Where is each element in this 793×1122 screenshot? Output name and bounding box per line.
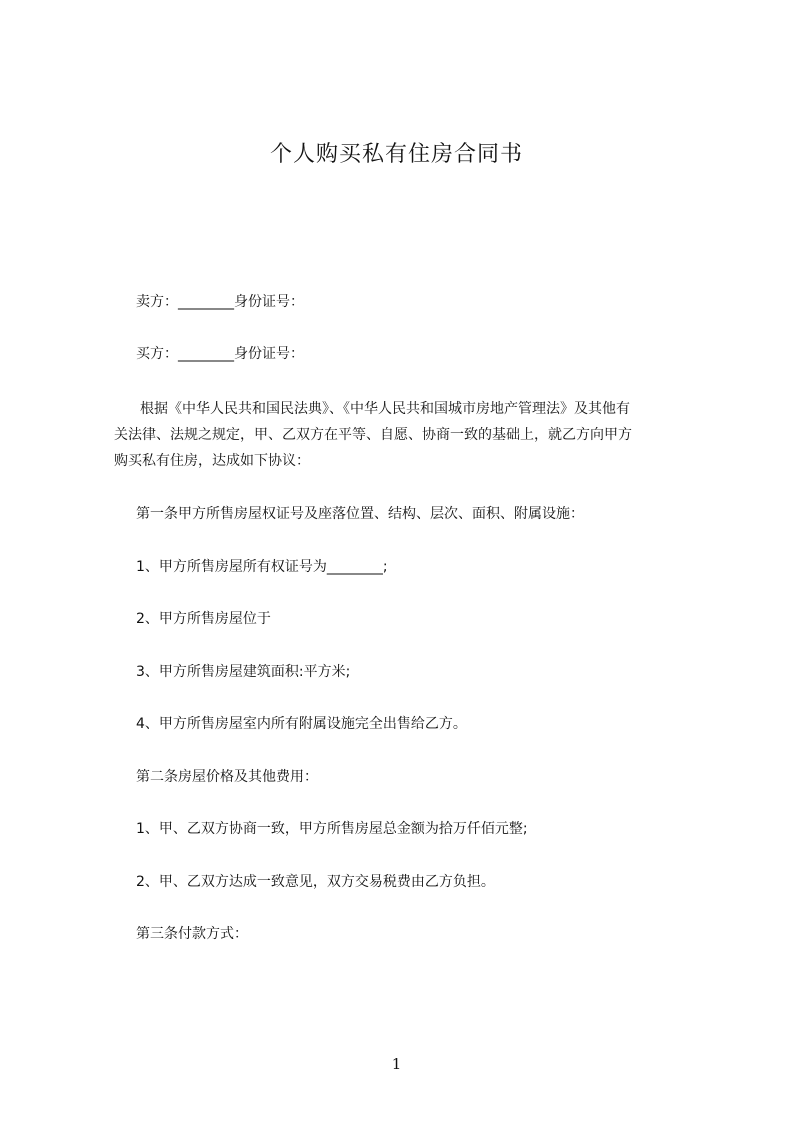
article-3-heading: 第三条付款方式： [136, 926, 248, 942]
article-2-item: 2、甲、乙双方达成一致意见，双方交易税费由乙方负担。 [136, 874, 495, 890]
buyer-line: 买方：________身份证号： [136, 346, 304, 362]
article-2-item: 1、甲、乙双方协商一致，甲方所售房屋总金额为拾万仟佰元整; [136, 821, 528, 837]
preamble-line-1: 根据《中华人民共和国民法典》、《中华人民共和国城市房地产管理法》及其他有 [140, 401, 630, 417]
article-1-heading: 第一条甲方所售房屋权证号及座落位置、结构、层次、面积、附属设施： [136, 506, 584, 522]
article-1-item: 3、甲方所售房屋建筑面积:平方米; [136, 664, 351, 680]
article-1-item: 4、甲方所售房屋室内所有附属设施完全出售给乙方。 [136, 716, 467, 732]
preamble-paragraph [114, 396, 714, 474]
preamble-line-3: 购买私有住房，达成如下协议： [114, 453, 310, 469]
page-title: 个人购买私有住房合同书 [269, 142, 523, 167]
article-1-item: 1、甲方所售房屋所有权证号为________; [136, 559, 388, 575]
page-number: 1 [391, 1055, 402, 1073]
seller-line: 卖方：________身份证号： [136, 294, 304, 310]
article-1-item: 2、甲方所售房屋位于 [136, 611, 271, 627]
article-2-heading: 第二条房屋价格及其他费用： [136, 769, 318, 785]
preamble-line-2: 关法律、法规之规定，甲、乙双方在平等、自愿、协商一致的基础上，就乙方向甲方 [114, 427, 632, 443]
